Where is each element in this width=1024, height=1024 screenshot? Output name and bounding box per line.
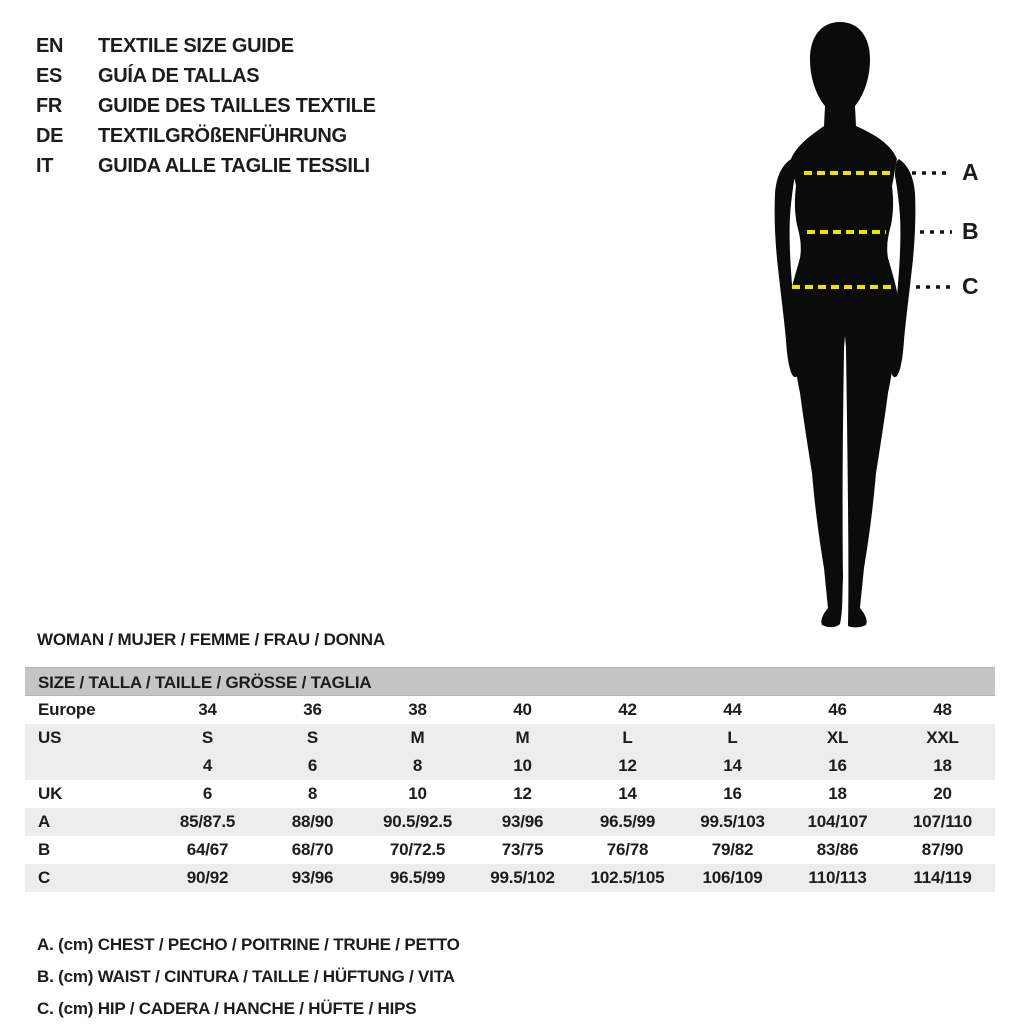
language-code: EN <box>36 35 64 57</box>
size-cell: 73/75 <box>501 840 544 859</box>
size-cell: 114/119 <box>913 868 972 887</box>
guide-title: GUIDA ALLE TAGLIE TESSILI <box>98 155 370 177</box>
size-table <box>25 667 995 892</box>
size-cell: 70/72.5 <box>389 840 446 859</box>
measurement-figure <box>740 18 1024 633</box>
size-cell: S <box>201 728 214 747</box>
language-row <box>36 31 376 61</box>
language-code: DE <box>36 125 64 147</box>
size-cell: 18 <box>933 756 952 775</box>
row-label: B <box>38 840 51 859</box>
size-cell: 48 <box>933 700 952 719</box>
size-cell: L <box>622 728 633 747</box>
size-cell: 107/110 <box>912 812 973 831</box>
size-cell: 34 <box>198 700 217 719</box>
size-table-header: SIZE / TALLA / TAILLE / GRÖSSE / TAGLIA <box>25 667 995 696</box>
woman-silhouette-diagram <box>740 18 1024 633</box>
language-row <box>36 91 376 121</box>
size-cell: 64/67 <box>186 840 229 859</box>
size-cell: 8 <box>412 756 423 775</box>
size-table-body <box>25 696 995 892</box>
size-cell: M <box>410 728 425 747</box>
table-row <box>25 836 995 864</box>
woman-body-silhouette <box>789 22 899 627</box>
size-cell: 20 <box>933 784 952 803</box>
size-cell: 10 <box>408 784 427 803</box>
size-cell: 38 <box>408 700 427 719</box>
size-cell: 99.5/102 <box>490 868 555 887</box>
size-cell: 46 <box>828 700 847 719</box>
size-cell: 93/96 <box>501 812 544 831</box>
woman-right-arm <box>891 159 916 377</box>
row-label: US <box>38 728 62 747</box>
size-cell: 6 <box>307 756 318 775</box>
table-row <box>25 864 995 892</box>
size-cell: 85/87.5 <box>179 812 236 831</box>
language-row <box>36 61 376 91</box>
size-cell: 14 <box>723 756 742 775</box>
size-cell: S <box>306 728 319 747</box>
size-cell: 90/92 <box>186 868 229 887</box>
row-label: Europe <box>38 700 96 719</box>
footnote-line: A. (cm) CHEST / PECHO / POITRINE / TRUHE / PETTO <box>37 935 460 954</box>
language-row <box>36 121 376 151</box>
table-row <box>25 808 995 836</box>
size-cell: 90.5/92.5 <box>382 812 453 831</box>
row-label: C <box>38 868 51 887</box>
guide-title: GUIDE DES TAILLES TEXTILE <box>98 95 376 117</box>
size-cell: 42 <box>618 700 637 719</box>
guide-title: GUÍA DE TALLAS <box>98 65 260 87</box>
size-cell: M <box>515 728 530 747</box>
language-code: FR <box>36 95 63 117</box>
waist-label: B <box>962 218 979 244</box>
size-cell: 40 <box>513 700 532 719</box>
size-cell: 96.5/99 <box>389 868 446 887</box>
size-cell: 104/107 <box>807 812 868 831</box>
table-row <box>25 696 995 724</box>
size-cell: 44 <box>723 700 742 719</box>
footnote-line: C. (cm) HIP / CADERA / HANCHE / HÜFTE / HIPS <box>37 999 417 1018</box>
size-cell: 16 <box>723 784 742 803</box>
footnote-line: B. (cm) WAIST / CINTURA / TAILLE / HÜFTUNG / VITA <box>37 967 455 986</box>
size-cell: 68/70 <box>291 840 334 859</box>
size-cell: 6 <box>202 784 213 803</box>
size-cell: 96.5/99 <box>599 812 656 831</box>
size-cell: 102.5/105 <box>590 868 665 887</box>
section-title-woman: WOMAN / MUJER / FEMME / FRAU / DONNA <box>37 630 385 649</box>
size-cell: 83/86 <box>816 840 859 859</box>
size-cell: XXL <box>926 728 959 747</box>
size-cell: 88/90 <box>291 812 334 831</box>
size-cell: 16 <box>828 756 847 775</box>
language-code: ES <box>36 65 63 87</box>
size-cell: 76/78 <box>606 840 649 859</box>
table-row <box>25 752 995 780</box>
table-row <box>25 724 995 752</box>
size-cell: 4 <box>202 756 213 775</box>
language-row <box>36 151 376 181</box>
guide-title: TEXTILGRÖßENFÜHRUNG <box>98 125 347 147</box>
measurement-footnotes <box>37 929 460 1024</box>
size-cell: 79/82 <box>711 840 754 859</box>
chest-label: A <box>962 159 979 185</box>
size-cell: 99.5/103 <box>700 812 765 831</box>
guide-title: TEXTILE SIZE GUIDE <box>98 35 294 57</box>
language-code: IT <box>36 155 54 177</box>
hip-label: C <box>962 273 979 299</box>
size-cell: 36 <box>303 700 322 719</box>
size-cell: 110/113 <box>808 868 867 887</box>
row-label: UK <box>38 784 63 803</box>
size-cell: 10 <box>513 756 532 775</box>
size-cell: L <box>727 728 738 747</box>
size-cell: XL <box>826 728 849 747</box>
language-title-list <box>36 31 376 181</box>
size-cell: 8 <box>307 784 318 803</box>
row-label: A <box>38 812 51 831</box>
size-cell: 93/96 <box>291 868 334 887</box>
size-cell: 106/109 <box>702 868 763 887</box>
size-cell: 14 <box>618 784 637 803</box>
size-cell: 12 <box>618 756 637 775</box>
row-label <box>25 752 155 780</box>
size-cell: 87/90 <box>921 840 964 859</box>
size-cell: 18 <box>828 784 847 803</box>
table-row <box>25 780 995 808</box>
size-cell: 12 <box>513 784 532 803</box>
